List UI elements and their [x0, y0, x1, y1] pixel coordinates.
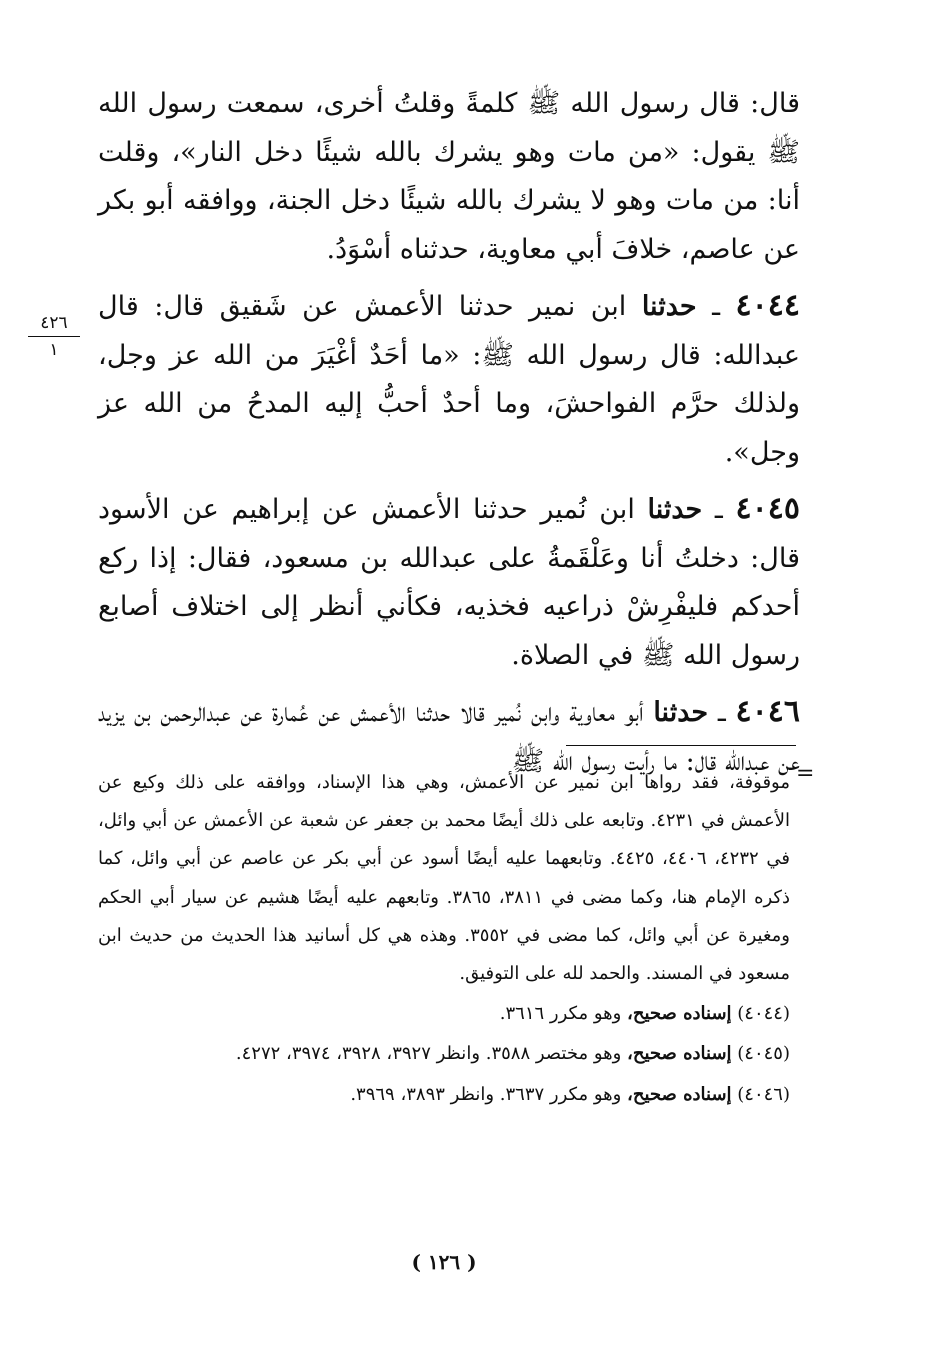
- footnote-grade: إسناده صحيح،: [627, 1043, 732, 1065]
- hadith-number: ٤٠٤٦: [735, 694, 800, 729]
- footnote-4045: [98, 1035, 790, 1073]
- footnote-grade: إسناده صحيح،: [627, 1083, 732, 1105]
- hadith-label: حدثنا: [647, 494, 703, 525]
- footnote-text: وهو مختصر ٣٥٨٨. وانظر ٣٩٢٧، ٣٩٢٨، ٣٩٧٤، ٤٢٧٢.: [235, 1043, 622, 1065]
- continued-paragraph: قال: قال رسول الله ﷺ كلمةً وقلتُ أخرى، سمعت رسول الله ﷺ يقول: «من مات وهو يشرك بالله شيئًا دخل النار»، وقلت أنا: من مات وهو لا يشرك بالله شيئًا دخل الجنة، ووافقه أبو بكر عن عاصم، خلافَ أبي معاوية، حدثناه أسْوَدُ.: [98, 88, 800, 265]
- margin-reference-bottom: ١: [49, 340, 59, 360]
- dash: ـ: [708, 697, 726, 728]
- continuation-mark: =: [796, 761, 815, 786]
- footnote-4046: [98, 1076, 790, 1114]
- main-text: [98, 80, 800, 786]
- page-number: ( ١٢٦ ): [411, 1250, 477, 1274]
- footnote-ref: (٤٠٤٥): [737, 1043, 790, 1065]
- hadith-text: ابن نمير حدثنا الأعمش عن شَقيق قال: قال عبدالله: قال رسول الله ﷺ: «ما أحَدٌ أغْيَرَ من الله عز وجل، ولذلك حرَّم الفواحشَ، وما أحدٌ أحبُّ إليه المدحُ من الله عز وجل».: [98, 291, 800, 468]
- footnote-4044: [98, 995, 790, 1033]
- dash: ـ: [702, 494, 723, 525]
- hadith-number: ٤٠٤٤: [735, 288, 800, 323]
- footnote-continuation: موقوفة، فقد رواها ابن نمير عن الأعمش، وهي هذا الإسناد، ووافقه على ذلك وكيع عن الأعمش في ٤٢٣١. وتابعه على ذلك أيضًا محمد بن جعفر عن شعبة عن الأعمش عن أبي وائل، في ٤٢٣٢، ٤٤٠٦، ٤٤٢٥. وتابعهما عليه أيضًا أسود عن أبي بكر عن عاصم عن أبي وائل، كما ذكره الإمام هنا، وكما مضى في ٣٨١١، ٣٨٦٥. وتابعهم عليه أيضًا هشيم عن سيار أبي الحكم ومغيرة عن أبي وائل، كما مضى في ٣٥٥٢. وهذه هي كل أسانيد هذا الحديث من حديث ابن مسعود في المسند. والحمد لله على التوفيق.: [98, 772, 791, 985]
- margin-reference-top: ٤٢٦: [28, 312, 80, 337]
- hadith-4044: [98, 282, 800, 477]
- footnotes: [98, 764, 790, 1114]
- hadith-number: ٤٠٤٥: [735, 491, 800, 526]
- hadith-label: حدثنا: [641, 291, 697, 322]
- hadith-text: ابن نُمير حدثنا الأعمش عن إبراهيم عن الأسود قال: دخلتُ أنا وعَلْقَمةُ على عبدالله بن مسعود، فقال: إذا ركع أحدكم فليفْرِشْ ذراعيه فخذيه، فكأني أنظر إلى اختلاف أصابع رسول الله ﷺ في الصلاة.: [98, 494, 800, 671]
- footnote-text: وهو مكرر ٣٦١٦.: [499, 1003, 622, 1025]
- footnote-ref: (٤٠٤٤): [737, 1003, 790, 1025]
- hadith-4045: [98, 485, 800, 680]
- footnote-grade: إسناده صحيح،: [627, 1003, 732, 1025]
- footnote-ref: (٤٠٤٦): [737, 1083, 790, 1105]
- hadith-label: حدثنا: [653, 697, 709, 728]
- footnote-text: وهو مكرر ٣٦٣٧. وانظر ٣٨٩٣، ٣٩٦٩.: [350, 1083, 622, 1105]
- margin-reference: [28, 312, 80, 361]
- footnote-separator: [566, 745, 796, 746]
- hadith-text: أبو معاوية وابن نُمير قالا حدثنا الأعمش عن عُمارة عن عبدالرحمن بن يزيد عن عبدالله قال: ما رأيت رسول الله ﷺ: [98, 697, 800, 777]
- dash: ـ: [696, 291, 721, 322]
